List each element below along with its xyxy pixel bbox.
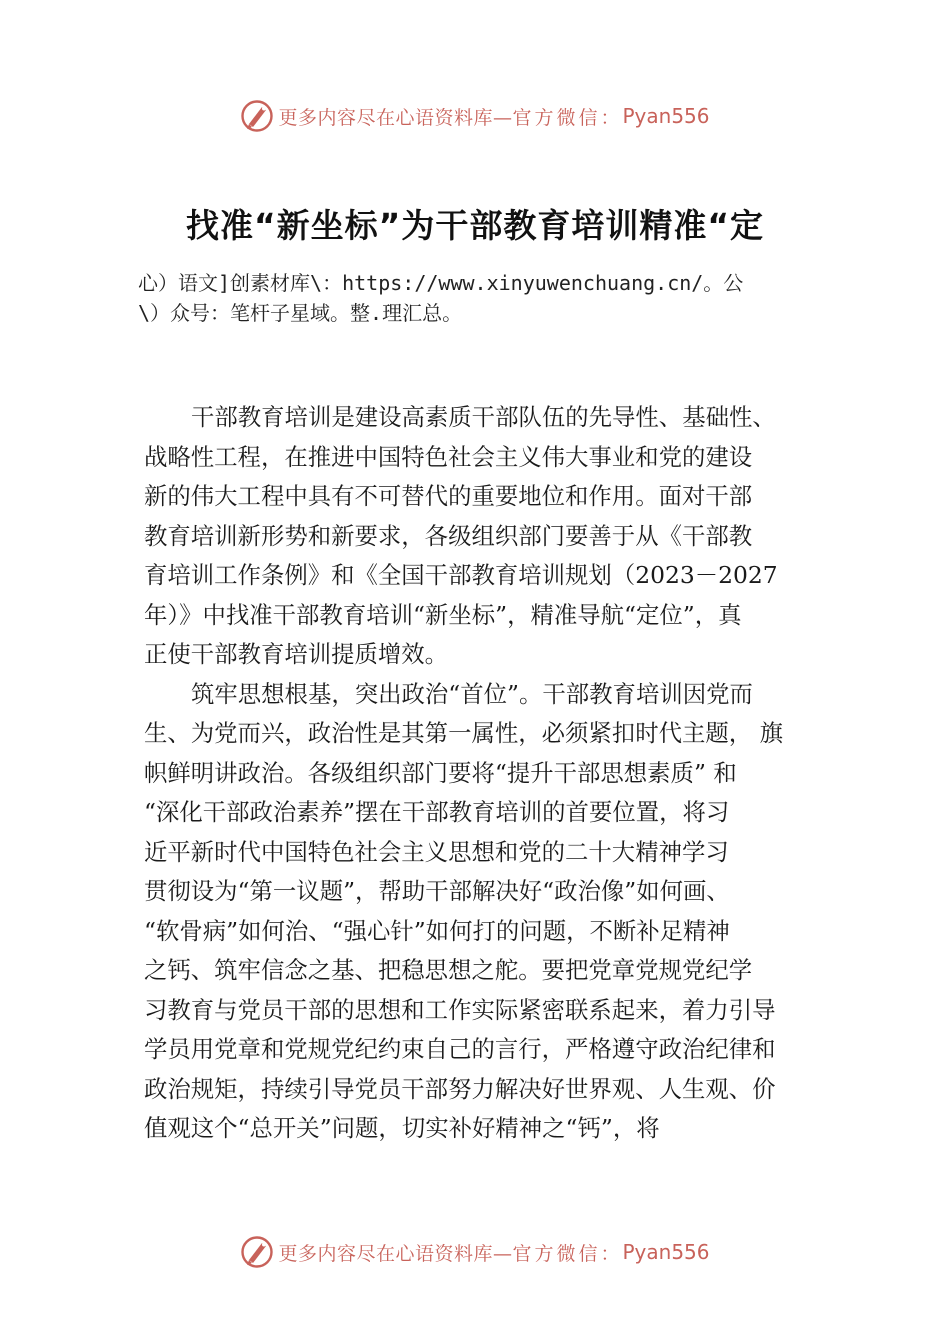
banner-wechat-label: 官方微信： — [512, 106, 623, 129]
document-title: 找准“新坐标”为干部教育培训精准“定 — [185, 206, 765, 245]
banner-slogan: 更多内容尽在心语资料库— — [278, 1242, 513, 1265]
text-line: “深化干部政治素养”摆在干部教育培训的首要位置，将习 — [144, 798, 730, 826]
document-body — [144, 398, 816, 1149]
text-line: 生、为党而兴，政治性是其第一属性，必须紧扣时代主题， 旗 — [144, 719, 783, 747]
text-line: 贯彻设为“第一议题”，帮助干部解决好“政治像”如何画、 — [144, 877, 730, 905]
text-line: 教育培训新形势和新要求，各级组织部门要善于从《干部教 — [144, 521, 753, 550]
text-line: 正使干部教育培训提质增效。 — [144, 640, 449, 668]
text-line: 学员用党章和党规党纪约束自己的言行，严格遵守政治纪律和 — [144, 1035, 776, 1063]
source-line: 心）语文]创素材库\：https://www.xinyuwenchuang.cn/。公 — [138, 271, 744, 295]
paragraph-1 — [144, 398, 816, 675]
header-banner — [0, 96, 950, 136]
text-line: 育培训工作条例》和《全国干部教育培训规划（2023－2027 — [144, 561, 778, 589]
text-line: 战略性工程，在推进中国特色社会主义伟大事业和党的建设 — [144, 442, 753, 471]
text-line: 年）》中找准干部教育培训“新坐标”，精准导航“定位”，真 — [144, 600, 742, 629]
source-line: \）众号：笔杆子星域。整.理汇总。 — [138, 301, 463, 325]
text-line: 之钙、筑牢信念之基、把稳思想之舵。要把党章党规党纪学 — [144, 956, 753, 984]
banner-wechat-label: 官方微信： — [512, 1242, 623, 1265]
text-line: 政治规矩，持续引导党员干部努力解决好世界观、人生观、价 — [144, 1074, 776, 1103]
banner-slogan: 更多内容尽在心语资料库— — [278, 106, 513, 129]
text-line: 筑牢思想根基，突出政治“首位”。干部教育培训因党而 — [191, 679, 753, 708]
text-line: 新的伟大工程中具有不可替代的重要地位和作用。面对干部 — [144, 482, 753, 510]
text-line: “软骨病”如何治、“强心针”如何打的问题，不断补足精神 — [144, 916, 730, 945]
pen-nib-logo-icon — [240, 1235, 274, 1269]
text-line: 干部教育培训是建设高素质干部队伍的先导性、基础性、 — [191, 403, 776, 431]
text-line: 习教育与党员干部的思想和工作实际紧密联系起来，着力引导 — [144, 995, 776, 1024]
text-line: 近平新时代中国特色社会主义思想和党的二十大精神学习 — [144, 837, 729, 866]
footer-banner — [0, 1232, 950, 1272]
text-line: 值观这个“总开关”问题，切实补好精神之“钙”，将 — [144, 1114, 660, 1142]
banner-wechat-id: Pyan556 — [622, 1240, 710, 1264]
source-info — [138, 268, 838, 328]
banner-wechat-id: Pyan556 — [622, 104, 710, 128]
paragraph-2 — [144, 675, 816, 1149]
text-line: 帜鲜明讲政治。各级组织部门要将“提升干部思想素质” 和 — [144, 758, 737, 787]
pen-nib-logo-icon — [240, 99, 274, 133]
